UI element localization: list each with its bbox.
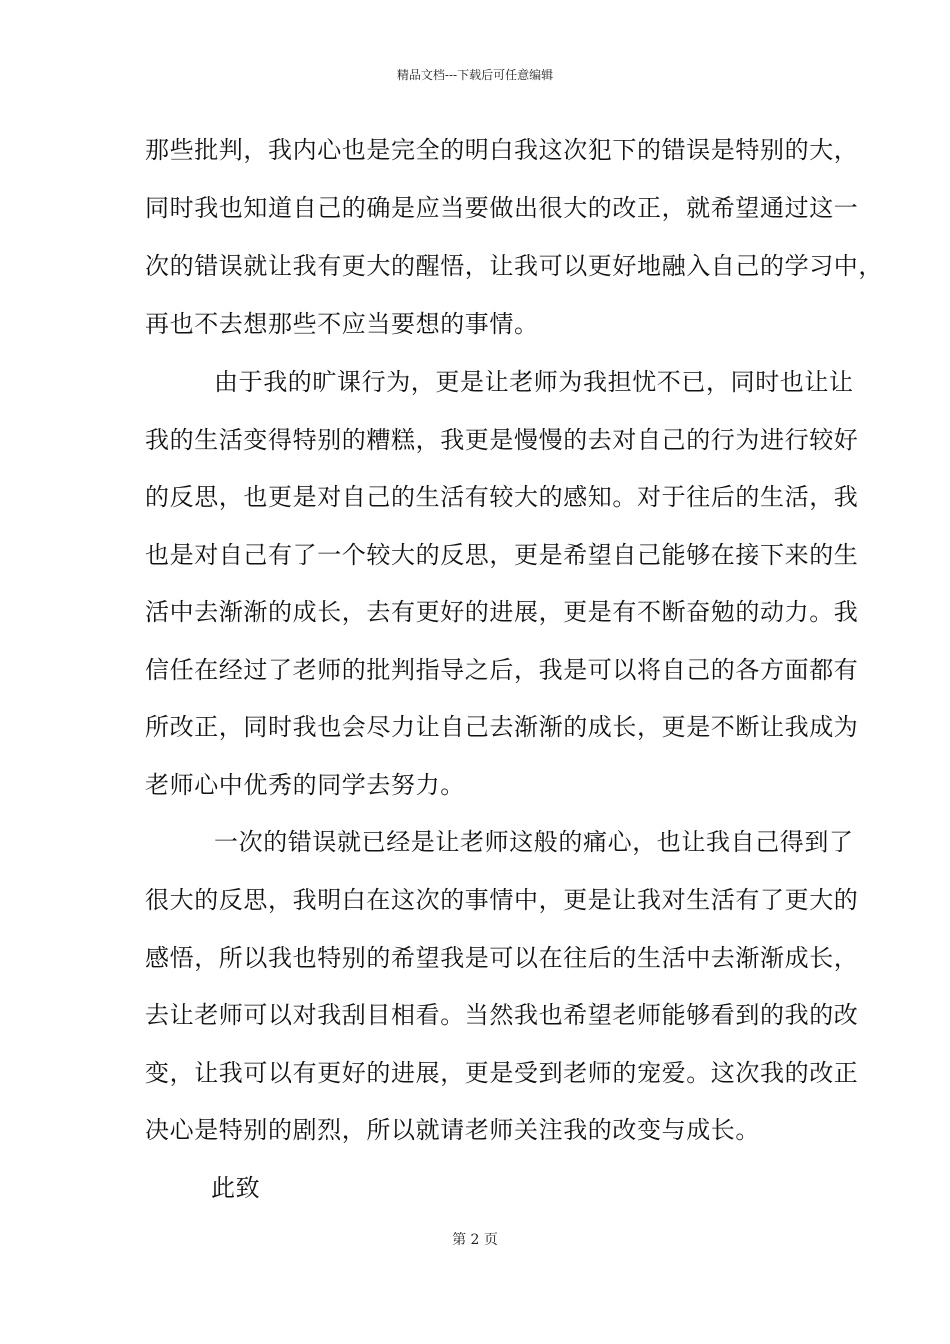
text-line: 去让老师可以对我刮目相看。当然我也希望老师能够看到的我的改 [145, 1001, 859, 1029]
text-line: 的反思，也更是对自己的生活有较大的感知。对于往后的生活，我 [145, 483, 859, 511]
text-line: 决心是特别的剧烈，所以就请老师关注我的改变与成长。 [145, 1116, 760, 1144]
text-line: 那些批判，我内心也是完全的明白我这次犯下的错误是特别的大， [145, 136, 859, 164]
page-header: 精品文档---下载后可任意编辑 [396, 68, 554, 82]
text-line: 活中去渐渐的成长，去有更好的进展，更是有不断奋勉的动力。我 [145, 598, 859, 626]
text-line: 一次的错误就已经是让老师这般的痛心，也让我自己得到了 [214, 828, 854, 856]
text-line: 变，让我可以有更好的进展，更是受到老师的宠爱。这次我的改正 [145, 1059, 859, 1087]
text-line: 我的生活变得特别的糟糕，我更是慢慢的去对自己的行为进行较好 [145, 426, 859, 454]
text-line: 由于我的旷课行为，更是让老师为我担忧不已，同时也让让 [214, 368, 854, 396]
text-line: 再也不去想那些不应当要想的事情。 [145, 310, 539, 338]
text-line: 同时我也知道自己的确是应当要做出很大的改正，就希望通过这一 [145, 194, 859, 222]
page-number: 第 2 页 [452, 1232, 498, 1248]
text-line: 感悟，所以我也特别的希望我是可以在往后的生活中去渐渐成长， [145, 944, 859, 972]
text-line: 老师心中优秀的同学去努力。 [145, 771, 465, 799]
text-line: 次的错误就让我有更大的醒悟，让我可以更好地融入自己的学习中， [145, 252, 883, 280]
text-line: 也是对自己有了一个较大的反思，更是希望自己能够在接下来的生 [145, 541, 859, 569]
text-line: 很大的反思，我明白在这次的事情中，更是让我对生活有了更大的 [145, 886, 859, 914]
text-line: 信任在经过了老师的批判指导之后，我是可以将自己的各方面都有 [145, 656, 859, 684]
text-line: 所改正，同时我也会尽力让自己去渐渐的成长，更是不断让我成为 [145, 713, 859, 741]
closing-salutation: 此致 [211, 1174, 261, 1202]
